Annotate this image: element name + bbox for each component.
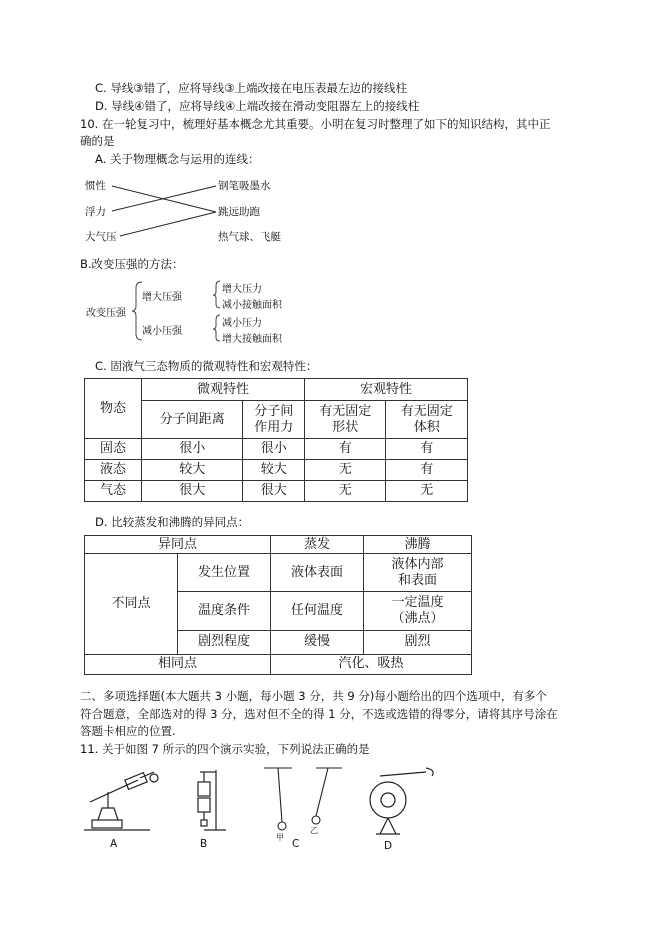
- cell: 很大: [243, 481, 305, 502]
- diagram-a-matching: [80, 172, 300, 247]
- cell: 无: [304, 460, 386, 481]
- cell: 固态: [85, 439, 142, 460]
- sub-distance: 分子间距离: [142, 401, 243, 439]
- concept-buoyancy: 浮力: [85, 206, 106, 218]
- experiment-a-drawing: [84, 772, 158, 830]
- table-row: [85, 554, 472, 592]
- cell: 很大: [142, 481, 243, 502]
- cell: 无: [386, 481, 468, 502]
- experiment-drawings: [80, 762, 440, 852]
- ball-label-jia: 甲: [276, 833, 284, 842]
- cell: 任何温度: [271, 592, 364, 630]
- header-macro: 宏观特性: [304, 379, 467, 401]
- decrease-force: 减小压力: [222, 318, 262, 329]
- figure-label-b: B: [200, 838, 208, 850]
- evaporation-boiling-table: [84, 535, 472, 675]
- increase-pressure: 增大压强: [142, 292, 182, 303]
- sub-volume: 有无固定 体积: [386, 401, 468, 439]
- cell: 液体内部 和表面: [364, 554, 472, 592]
- same-value: 汽化、吸热: [271, 654, 472, 674]
- cell: 有: [304, 439, 386, 460]
- table-row: [85, 654, 472, 674]
- figure-label-c: C: [292, 838, 300, 850]
- cell: 很小: [142, 439, 243, 460]
- cell: 气态: [85, 481, 142, 502]
- header-boil: 沸腾: [364, 536, 472, 554]
- sub-force: 分子间 作用力: [243, 401, 305, 439]
- header-evap: 蒸发: [271, 536, 364, 554]
- cell: 有: [386, 460, 468, 481]
- cell: 一定温度 （沸点）: [364, 592, 472, 630]
- option-d-label: D. 比较蒸发和沸腾的异同点：: [95, 515, 250, 529]
- cell: 较大: [243, 460, 305, 481]
- experiment-b-drawing: [198, 770, 226, 830]
- cell: 剧烈程度: [178, 630, 271, 654]
- header-diff: 异同点: [85, 536, 271, 554]
- option-c-text: C. 导线③错了，应将导线③上端改接在电压表最左边的接线柱: [95, 81, 407, 95]
- usage-jump: 跳远助跑: [218, 206, 260, 218]
- question-11-stem: 11. 关于如图 7 所示的四个演示实验，下列说法正确的是: [80, 742, 370, 756]
- section-2-heading: 二、多项选择题(本大题共 3 小题，每小题 3 分，共 9 分)每小题给出的四个选项中，有多个: [80, 689, 547, 703]
- section-2-text-end: 答题卡相应的位置.: [80, 724, 176, 738]
- brace-lines: [86, 278, 286, 342]
- question-10-stem-cont: 确的是: [80, 134, 115, 148]
- usage-balloon: 热气球、飞艇: [218, 231, 281, 243]
- concept-atmosphere: 大气压: [85, 231, 117, 243]
- table-row: [85, 460, 468, 481]
- option-a-label: A. 关于物理概念与运用的连线：: [95, 152, 260, 166]
- diff-label: 不同点: [85, 554, 178, 655]
- figure-7: [80, 762, 440, 852]
- pressure-root: 改变压强: [86, 308, 126, 319]
- experiment-d-drawing: [370, 768, 433, 834]
- states-table: [84, 378, 468, 502]
- cell: 缓慢: [271, 630, 364, 654]
- cell: 温度条件: [178, 592, 271, 630]
- cell: 有: [386, 439, 468, 460]
- concept-inertia: 惯性: [85, 180, 106, 192]
- decrease-area: 减小接触面积: [222, 300, 282, 311]
- cell: 较大: [142, 460, 243, 481]
- sub-shape: 有无固定 形状: [304, 401, 386, 439]
- same-label: 相同点: [85, 654, 271, 674]
- table-row: [85, 439, 468, 460]
- decrease-pressure: 减小压强: [142, 326, 182, 337]
- table-row: [85, 481, 468, 502]
- experiment-c-drawing: [264, 768, 342, 830]
- cell: 无: [304, 481, 386, 502]
- figure-label-d: D: [384, 840, 393, 852]
- option-c-label: C. 固液气三态物质的微观特性和宏观特性：: [95, 359, 318, 373]
- header-state: 物态: [85, 379, 142, 439]
- cell: 发生位置: [178, 554, 271, 592]
- header-micro: 微观特性: [142, 379, 305, 401]
- matching-lines: [80, 172, 300, 247]
- ball-label-yi: 乙: [310, 826, 318, 835]
- cell: 剧烈: [364, 630, 472, 654]
- cell: 很小: [243, 439, 305, 460]
- figure-label-a: A: [110, 838, 118, 850]
- option-b-label: B.改变压强的方法：: [80, 257, 184, 271]
- cell: 液体表面: [271, 554, 364, 592]
- option-d-text: D. 导线④错了，应将导线④上端改接在滑动变阻器左上的接线柱: [95, 99, 420, 113]
- section-2-text: 符合题意，全部选对的得 3 分，选对但不全的得 1 分，不选或选错的得零分，请将其序号涂在: [80, 707, 558, 721]
- increase-force: 增大压力: [222, 284, 262, 295]
- increase-area: 增大接触面积: [222, 334, 282, 345]
- question-10-stem: 10. 在一轮复习中，梳理好基本概念尤其重要。小明在复习时整理了如下的知识结构，其中正: [80, 117, 551, 131]
- cell: 液态: [85, 460, 142, 481]
- usage-pen: 钢笔吸墨水: [218, 180, 271, 192]
- diagram-b-pressure: [86, 278, 286, 345]
